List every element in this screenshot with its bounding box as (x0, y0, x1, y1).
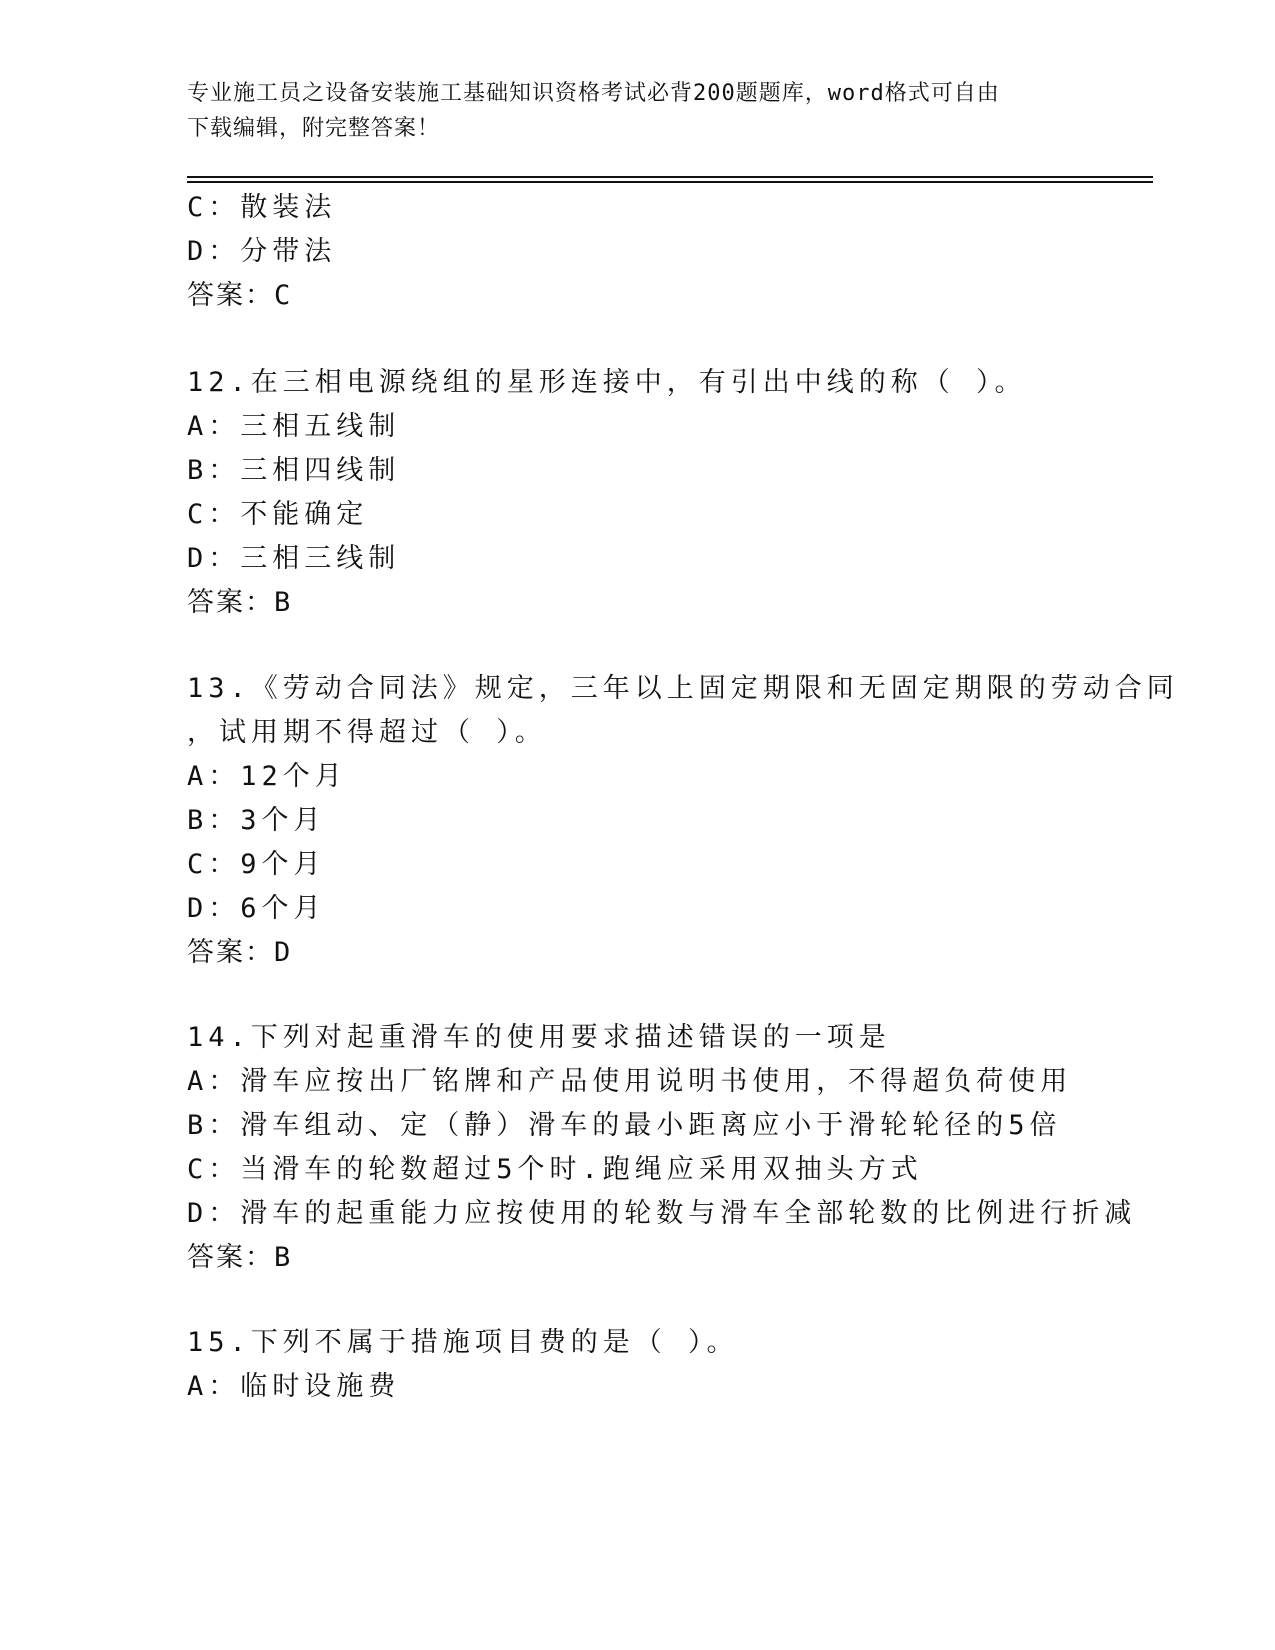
q13-answer: 答案：D (187, 937, 293, 968)
q12-stem: 12.在三相电源绕组的星形连接中，有引出中线的称（ ）。 (187, 367, 1027, 398)
q12-answer: 答案：B (187, 587, 293, 618)
header-divider-bottom (187, 181, 1153, 183)
q12-option-a: A：三相五线制 (187, 411, 401, 442)
document-header (187, 76, 1067, 146)
q11-option-d: D：分带法 (187, 236, 337, 267)
q12-option-b: B：三相四线制 (187, 455, 401, 486)
q14-option-b: B：滑车组动、定（静）滑车的最小距离应小于滑轮轮径的5倍 (187, 1110, 1062, 1141)
q11-option-c: C：散装法 (187, 192, 337, 223)
q14-answer: 答案：B (187, 1242, 293, 1273)
q13-option-c: C：9个月 (187, 849, 326, 880)
q13-option-b: B：3个月 (187, 805, 326, 836)
q15-option-a: A：临时设施费 (187, 1371, 401, 1402)
q13-option-a: A：12个月 (187, 761, 347, 792)
q13-option-d: D：6个月 (187, 893, 326, 924)
q14-option-d: D：滑车的起重能力应按使用的轮数与滑车全部轮数的比例进行折减 (187, 1198, 1137, 1229)
q14-option-a: A：滑车应按出厂铭牌和产品使用说明书使用，不得超负荷使用 (187, 1066, 1073, 1097)
q12-option-d: D：三相三线制 (187, 543, 401, 574)
q11-answer: 答案：C (187, 280, 293, 311)
q13-stem-line-2: ，试用期不得超过（ ）。 (187, 717, 547, 748)
header-line-1: 专业施工员之设备安装施工基础知识资格考试必背200题题库，word格式可自由 (187, 81, 1000, 106)
q14-option-c: C：当滑车的轮数超过5个时.跑绳应采用双抽头方式 (187, 1154, 923, 1185)
q12-option-c: C：不能确定 (187, 499, 369, 530)
q14-stem: 14.下列对起重滑车的使用要求描述错误的一项是 (187, 1022, 891, 1053)
q13-stem-line-1: 13.《劳动合同法》规定，三年以上固定期限和无固定期限的劳动合同 (187, 673, 1179, 704)
header-line-2: 下载编辑，附完整答案！ (187, 116, 441, 141)
q15-stem: 15.下列不属于措施项目费的是（ ）。 (187, 1327, 739, 1358)
header-divider-top (187, 176, 1153, 178)
